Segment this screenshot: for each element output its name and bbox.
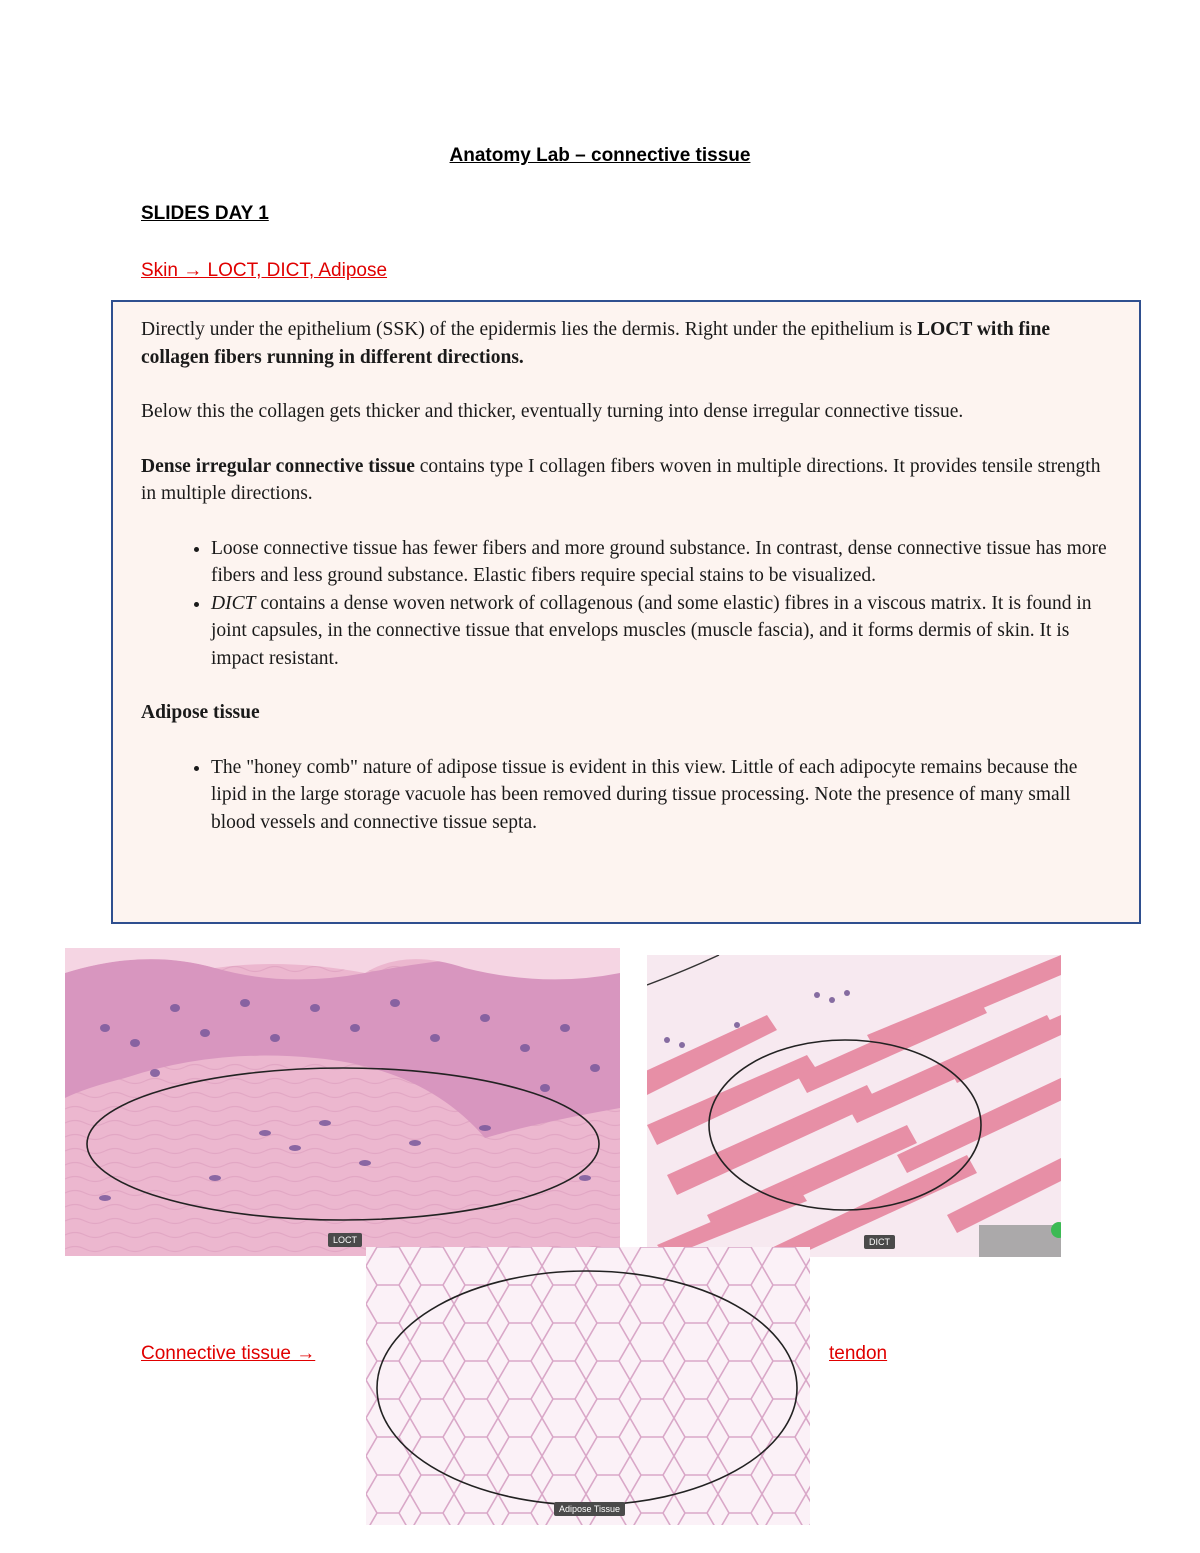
loct-micrograph-illustration (65, 948, 620, 1256)
bullet-list-connective (141, 535, 1111, 673)
notes-box (111, 300, 1141, 924)
tendon-link[interactable]: tendon (829, 1343, 888, 1364)
dict-emphasis: Dense irregular connective tissue (141, 455, 415, 477)
dict-micrograph (647, 955, 1061, 1257)
paragraph-dermis: Directly under the epithelium (SSK) of the epidermis lies the dermis. Right under the epithelium is LOCT with fine collagen fibers running in different directions. (141, 319, 1050, 368)
section-heading: SLIDES DAY 1 (141, 203, 269, 224)
loct-micrograph (65, 948, 620, 1256)
adipose-heading: Adipose tissue (141, 702, 260, 723)
bullet-list-adipose (141, 754, 1111, 837)
list-item: • Loose connective tissue has fewer fibers and more ground substance. In contrast, dense connective tissue has more fibers and less ground substance. Elastic fibers require special stains to be visualized. (211, 535, 1111, 590)
list-item: • The "honey comb" nature of adipose tissue is evident in this view. Little of each adipocyte remains because the lipid in the large storage vacuole has been removed during tissue processing. Note the presence of many small blood vessels and connective tissue septa. (211, 754, 1111, 837)
adipose-micrograph (366, 1247, 810, 1525)
loct-image-label: LOCT (328, 1233, 362, 1247)
adipose-micrograph-illustration (366, 1247, 810, 1525)
paragraph-dict: Dense irregular connective tissue contains type I collagen fibers woven in multiple directions. It provides tensile strength in multiple directions. (141, 455, 1101, 504)
list-item: • DICT contains a dense woven network of collagenous (and some elastic) fibres in a viscous matrix. It is found in joint capsules, in the connective tissue that envelops muscles (muscle fascia), and it forms dermis of skin. It is impact resistant. (211, 590, 1111, 673)
paragraph-collagen: Below this the collagen gets thicker and thicker, eventually turning into dense irregular connective tissue. (141, 401, 964, 422)
page-title: Anatomy Lab – connective tissue (449, 145, 751, 166)
loct-emphasis: LOCT with fine collagen fibers running in different directions. (141, 319, 1050, 368)
dict-micrograph-illustration (647, 955, 1061, 1257)
skin-link[interactable]: Skin → LOCT, DICT, Adipose (141, 260, 388, 281)
connective-tissue-link[interactable]: Connective tissue → (141, 1343, 316, 1364)
adipose-image-label: Adipose Tissue (554, 1502, 625, 1516)
dict-image-label: DICT (864, 1235, 895, 1249)
